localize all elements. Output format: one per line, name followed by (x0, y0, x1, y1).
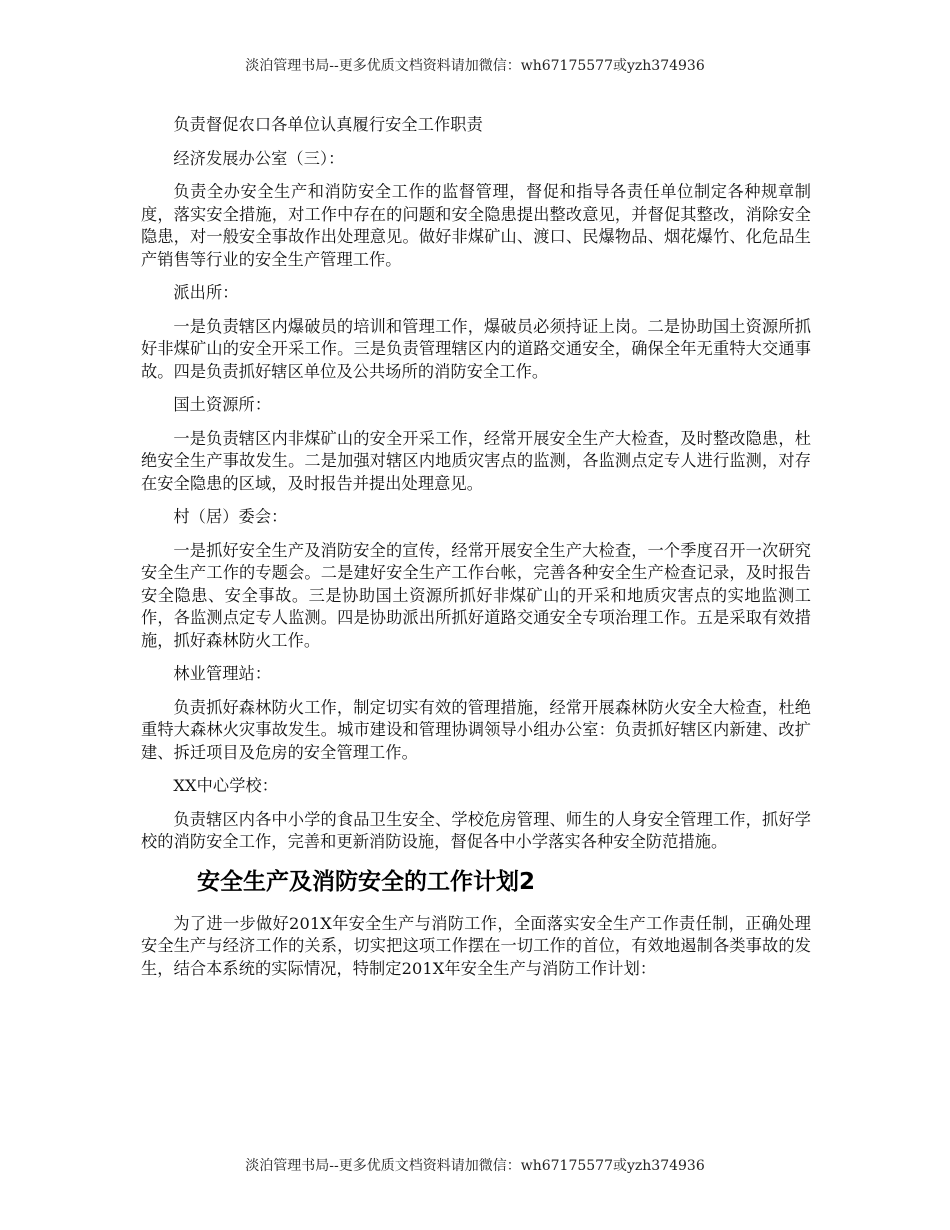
paragraph: 一是负责辖区内非煤矿山的安全开采工作，经常开展安全生产大检查，及时整改隐患，杜绝安全生产事故发生。二是加强对辖区内地质灾害点的监测，各监测点定专人进行监测，对存在安全隐患的区域，及时报告并提出处理意见。 (141, 428, 811, 493)
page-header: 淡泊管理书局--更多优质文档资料请加微信：wh67175577或yzh374936 (245, 58, 705, 74)
paragraph: 一是负责辖区内爆破员的培训和管理工作，爆破员必须持证上岗。二是协助国土资源所抓好非煤矿山的安全开采工作。三是负责管理辖区内的道路交通安全，确保全年无重特大交通事故。四是负责抓好辖区单位及公共场所的消防安全工作。 (141, 316, 811, 381)
section-label: 经济发展办公室（三）： (173, 148, 345, 168)
section-heading: 安全生产及消防安全的工作计划2 (197, 868, 536, 895)
paragraph: 负责辖区内各中小学的食品卫生安全、学校危房管理、师生的人身安全管理工作，抓好学校的消防安全工作，完善和更新消防设施，督促各中小学落实各种安全防范措施。 (141, 809, 811, 851)
paragraph: 负责督促农口各单位认真履行安全工作职责 (173, 115, 483, 134)
section-label: XX中心学校： (173, 776, 279, 795)
page-footer: 淡泊管理书局--更多优质文档资料请加微信：wh67175577或yzh374936 (245, 1158, 705, 1174)
section-label: 林业管理站： (173, 664, 272, 683)
paragraph: 负责抓好森林防火工作，制定切实有效的管理措施，经常开展森林防火安全大检查，杜绝重特大森林火灾事故发生。城市建设和管理协调领导小组办公室：负责抓好辖区内新建、改扩建、拆迁项目及危房的安全管理工作。 (141, 697, 811, 762)
section-label: 派出所： (173, 283, 239, 302)
paragraph: 一是抓好安全生产及消防安全的宣传，经常开展安全生产大检查，一个季度召开一次研究安全生产工作的专题会。二是建好安全生产工作台帐，完善各种安全生产检查记录，及时报告安全隐患、安全事故。三是协助国土资源所抓好非煤矿山的开采和地质灾害点的实地监测工作，各监测点定专人监测。四是协助派出所抓好道路交通安全专项治理工作。五是采取有效措施，抓好森林防火工作。 (141, 540, 811, 650)
document-body (141, 114, 811, 991)
section-label: 国土资源所： (173, 395, 272, 414)
section-label: 村（居）委会： (173, 507, 288, 526)
intro-paragraph: 为了进一步做好201X年安全生产与消防工作，全面落实安全生产工作责任制，正确处理安全生产与经济工作的关系，切实把这项工作摆在一切工作的首位，有效地遏制各类事故的发生，结合本系统的实际情况，特制定201X年安全生产与消防工作计划： (141, 913, 811, 978)
paragraph: 负责全办安全生产和消防安全工作的监督管理，督促和指导各责任单位制定各种规章制度，落实安全措施，对工作中存在的问题和安全隐患提出整改意见，并督促其整改，消除安全隐患，对一般安全事故作出处理意见。做好非煤矿山、渡口、民爆物品、烟花爆竹、化危品生产销售等行业的安全生产管理工作。 (141, 182, 811, 269)
